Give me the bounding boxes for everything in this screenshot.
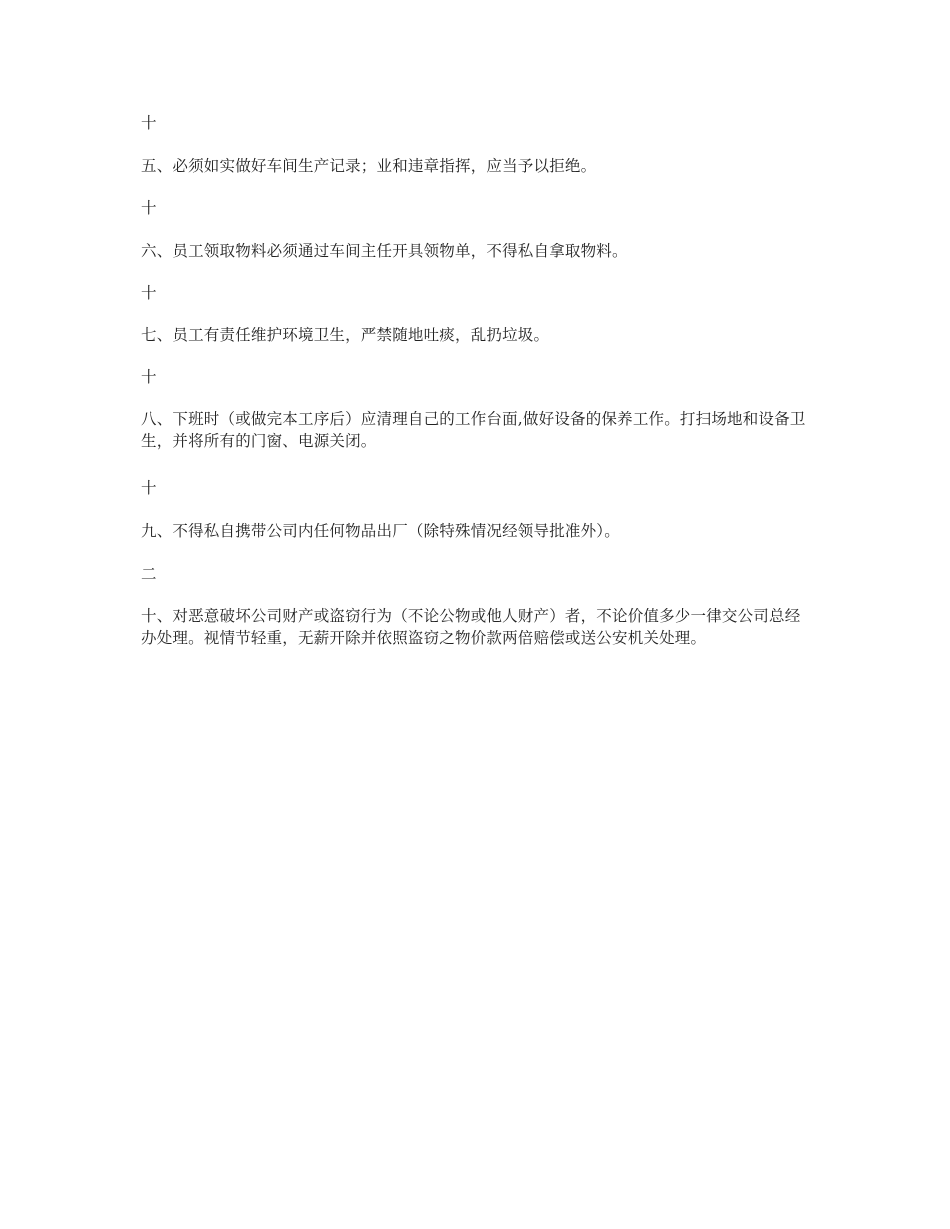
rule-item-8: 八、下班时（或做完本工序后）应清理自己的工作台面,做好设备的保养工作。打扫场地和设备卫生，并将所有的门窗、电源关闭。 <box>141 410 806 450</box>
rule-item-9: 九、不得私自携带公司内任何物品出厂（除特殊情况经领导批准外）。 <box>141 522 620 540</box>
rule-item-7: 七、员工有责任维护环境卫生，严禁随地吐痰，乱扔垃圾。 <box>141 326 550 344</box>
rule-item-6: 六、员工领取物料必须通过车间主任开具领物单，不得私自拿取物料。 <box>141 242 628 260</box>
section-marker: 二 <box>141 565 157 583</box>
rule-item-10: 十、对恶意破坏公司财产或盗窃行为（不论公物或他人财产）者，不论价值多少一律交公司总经办处理。视情节轻重，无薪开除并依照盗窃之物价款两倍赔偿或送公安机关处理。 <box>141 607 801 647</box>
rule-item-5: 五、必须如实做好车间生产记录；业和违章指挥，应当予以拒绝。 <box>141 157 597 175</box>
section-marker: 十 <box>141 479 157 497</box>
section-marker: 十 <box>141 114 157 132</box>
section-marker: 十 <box>141 368 157 386</box>
section-marker: 十 <box>141 284 157 302</box>
section-marker: 十 <box>141 199 157 217</box>
